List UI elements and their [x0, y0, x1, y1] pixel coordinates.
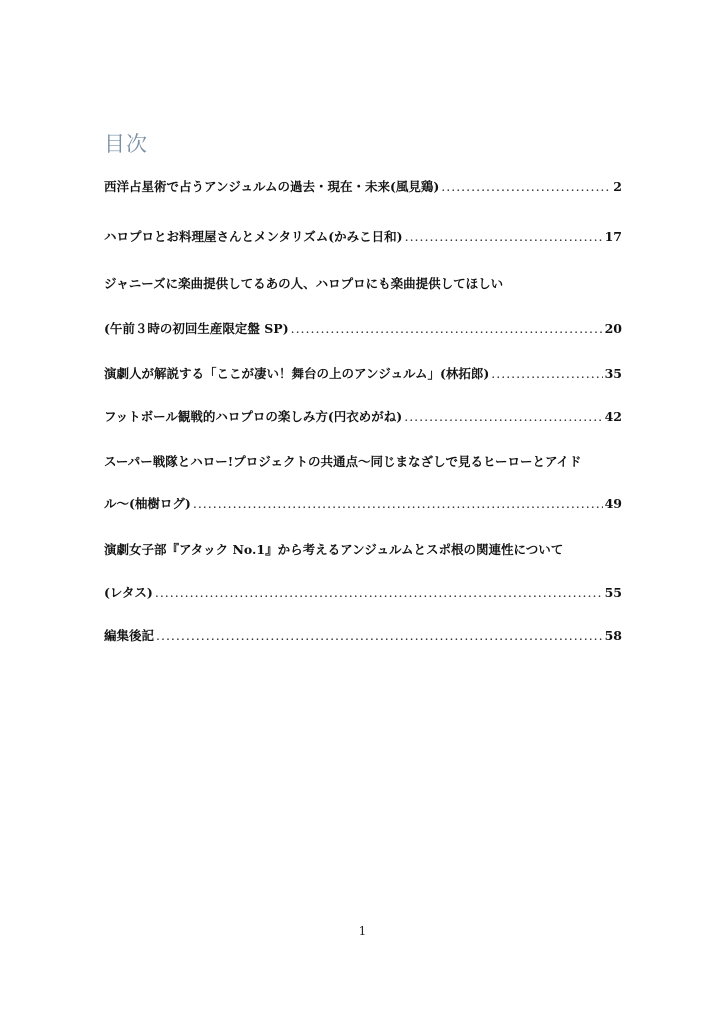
toc-entry-continued: [104, 454, 622, 470]
toc-entry: [104, 366, 622, 382]
toc-entry: [104, 409, 622, 425]
toc-dot-leader: [193, 496, 603, 512]
toc-entry-page: 55: [604, 585, 622, 600]
toc-dot-leader: [404, 409, 602, 425]
toc-entry-page: 17: [604, 229, 622, 244]
toc-dot-leader: [291, 321, 603, 337]
toc-entry: [104, 179, 622, 195]
toc-entry-page: 20: [604, 321, 622, 336]
toc-entry-title: 演劇女子部『アタック No.1』から考えるアンジュルムとスポ根の関連性について: [104, 542, 564, 557]
toc-dot-leader: [155, 585, 603, 601]
toc-entry: [104, 628, 622, 644]
toc-entry-page: 42: [604, 409, 622, 424]
toc-entry-title: フットボール観戦的ハロプロの楽しみ方(円衣めがね): [104, 409, 403, 424]
toc-entry: [104, 496, 622, 512]
toc-entry-title: 編集後記: [104, 628, 155, 643]
toc-entry-title: 演劇人が解説する「ここが凄い！舞台の上のアンジュルム」(林拓郎): [104, 366, 490, 381]
toc-dot-leader: [156, 628, 603, 644]
toc-entry: [104, 229, 622, 245]
toc-entry-page: 58: [604, 628, 622, 643]
toc-entry-title: 西洋占星術で占うアンジュルムの過去・現在・未来(風見鶏): [104, 179, 440, 194]
toc-entry-title: (午前３時の初回生産限定盤 SP): [104, 321, 289, 336]
toc-entry: [104, 585, 622, 601]
toc-entry-title: スーパー戦隊とハロー!プロジェクトの共通点〜同じまなざしで見るヒーローとアイド: [104, 454, 582, 469]
toc-dot-leader: [405, 229, 603, 245]
toc-heading: 目次: [104, 132, 148, 156]
toc-dot-leader: [441, 179, 611, 195]
toc-entry-title: ジャニーズに楽曲提供してるあの人、ハロプロにも楽曲提供してほしい: [104, 276, 504, 291]
toc-entry-continued: [104, 276, 622, 292]
toc-entry-page: 49: [604, 496, 622, 511]
toc-entry: [104, 321, 622, 337]
page-number: 1: [358, 924, 367, 938]
toc-entry-title: (レタス): [104, 585, 153, 600]
toc-entry-page: 2: [613, 179, 622, 194]
toc-entry-title: ハロプロとお料理屋さんとメンタリズム(かみこ日和): [104, 229, 403, 244]
toc-dot-leader: [491, 366, 602, 382]
toc-entry-page: 35: [604, 366, 622, 381]
toc-entry-continued: [104, 542, 622, 558]
toc-entry-title: ル〜(柚樹ログ): [104, 496, 191, 511]
